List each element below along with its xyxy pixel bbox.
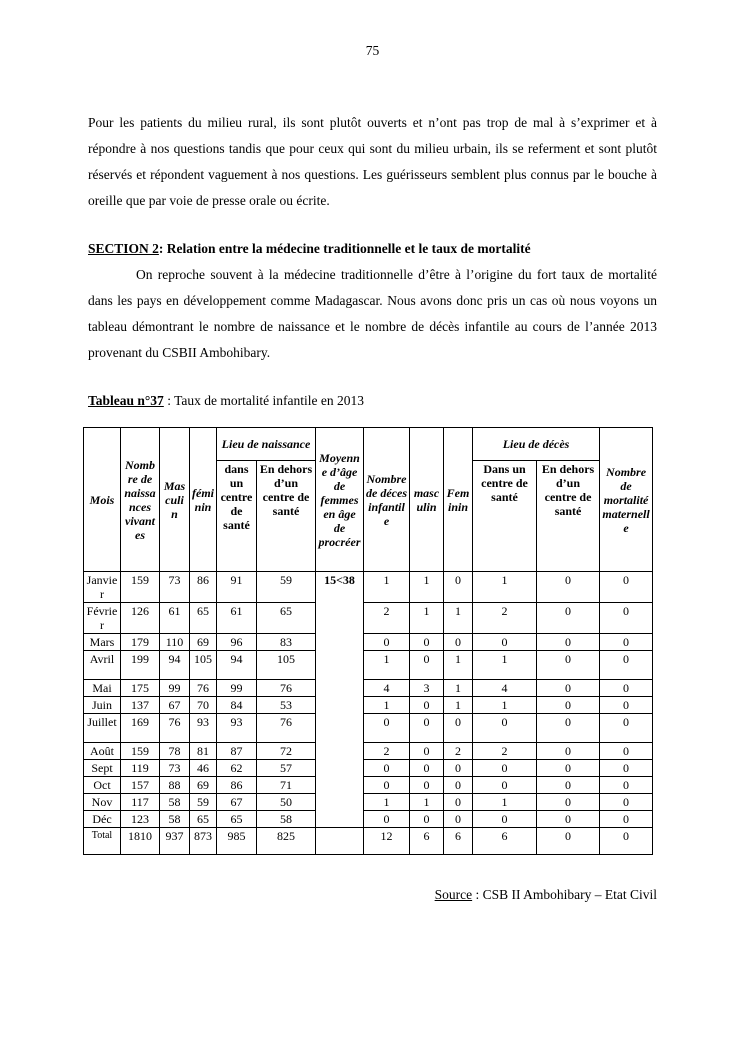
value-cell: 1 bbox=[473, 697, 537, 714]
column-header-dehors-centre-naissance: En dehors d’un centre de santé bbox=[257, 461, 316, 572]
month-cell: Juin bbox=[84, 697, 121, 714]
value-cell: 169 bbox=[121, 714, 160, 743]
value-cell: 105 bbox=[257, 651, 316, 680]
value-cell: 67 bbox=[160, 697, 190, 714]
total-value-cell: 6 bbox=[444, 828, 473, 855]
month-cell: Sept bbox=[84, 760, 121, 777]
value-cell: 123 bbox=[121, 811, 160, 828]
table-header-row-1 bbox=[84, 428, 653, 461]
value-cell: 2 bbox=[364, 743, 410, 760]
column-header-naissances-vivantes: Nombre de naissances vivantes bbox=[121, 428, 160, 572]
value-cell: 57 bbox=[257, 760, 316, 777]
value-cell: 0 bbox=[444, 760, 473, 777]
table-caption bbox=[88, 388, 657, 414]
value-cell: 58 bbox=[257, 811, 316, 828]
value-cell: 1 bbox=[473, 651, 537, 680]
value-cell: 0 bbox=[537, 777, 600, 794]
column-header-deces-infantile: Nombre de déces infantile bbox=[364, 428, 410, 572]
value-cell: 69 bbox=[190, 777, 217, 794]
value-cell: 0 bbox=[444, 811, 473, 828]
page-number: 75 bbox=[365, 43, 380, 58]
table-row bbox=[84, 743, 653, 760]
total-value-cell: 6 bbox=[473, 828, 537, 855]
value-cell: 0 bbox=[473, 714, 537, 743]
total-value-cell: 0 bbox=[600, 828, 653, 855]
month-cell: Nov bbox=[84, 794, 121, 811]
value-cell: 76 bbox=[190, 680, 217, 697]
column-header-dans-centre-naissance: dans un centre de santé bbox=[217, 461, 257, 572]
value-cell: 0 bbox=[537, 714, 600, 743]
source-label: Source bbox=[434, 887, 473, 902]
total-value-cell: 937 bbox=[160, 828, 190, 855]
value-cell: 1 bbox=[364, 697, 410, 714]
value-cell: 2 bbox=[364, 603, 410, 634]
value-cell: 46 bbox=[190, 760, 217, 777]
value-cell: 81 bbox=[190, 743, 217, 760]
total-value-cell: 0 bbox=[537, 828, 600, 855]
value-cell: 0 bbox=[600, 714, 653, 743]
mortality-table bbox=[83, 427, 653, 855]
value-cell: 58 bbox=[160, 794, 190, 811]
total-value-cell: 873 bbox=[190, 828, 217, 855]
value-cell: 84 bbox=[217, 697, 257, 714]
value-cell: 0 bbox=[537, 697, 600, 714]
column-header-feminin-deces: Feminin bbox=[444, 428, 473, 572]
value-cell: 119 bbox=[121, 760, 160, 777]
value-cell: 0 bbox=[600, 760, 653, 777]
value-cell: 0 bbox=[537, 794, 600, 811]
value-cell: 61 bbox=[160, 603, 190, 634]
value-cell: 0 bbox=[473, 777, 537, 794]
value-cell: 94 bbox=[160, 651, 190, 680]
value-cell: 0 bbox=[537, 743, 600, 760]
total-value-cell: 12 bbox=[364, 828, 410, 855]
value-cell: 2 bbox=[444, 743, 473, 760]
value-cell: 76 bbox=[257, 714, 316, 743]
value-cell: 0 bbox=[364, 760, 410, 777]
total-value-cell: 985 bbox=[217, 828, 257, 855]
value-cell: 0 bbox=[410, 811, 444, 828]
value-cell: 0 bbox=[537, 760, 600, 777]
month-cell: Février bbox=[84, 603, 121, 634]
table-row bbox=[84, 811, 653, 828]
value-cell: 71 bbox=[257, 777, 316, 794]
value-cell: 0 bbox=[364, 811, 410, 828]
table-row bbox=[84, 603, 653, 634]
value-cell: 0 bbox=[600, 697, 653, 714]
value-cell: 0 bbox=[600, 794, 653, 811]
value-cell: 0 bbox=[444, 777, 473, 794]
value-cell: 0 bbox=[600, 680, 653, 697]
value-cell: 96 bbox=[217, 634, 257, 651]
value-cell: 0 bbox=[364, 777, 410, 794]
value-cell: 72 bbox=[257, 743, 316, 760]
section-heading-text: : Relation entre la médecine traditionnelle et le taux de mortalité bbox=[158, 241, 531, 256]
value-cell: 99 bbox=[217, 680, 257, 697]
value-cell: 4 bbox=[473, 680, 537, 697]
value-cell: 65 bbox=[190, 811, 217, 828]
value-cell: 105 bbox=[190, 651, 217, 680]
value-cell: 0 bbox=[600, 777, 653, 794]
value-cell: 0 bbox=[444, 634, 473, 651]
value-cell: 61 bbox=[217, 603, 257, 634]
column-header-moyenne-age: Moyenne d’âge de femmes en âge de procréer bbox=[316, 428, 364, 572]
value-cell: 0 bbox=[410, 651, 444, 680]
value-cell: 0 bbox=[600, 811, 653, 828]
table-row bbox=[84, 634, 653, 651]
value-cell: 99 bbox=[160, 680, 190, 697]
section-heading bbox=[88, 236, 657, 262]
value-cell: 67 bbox=[217, 794, 257, 811]
value-cell: 0 bbox=[364, 634, 410, 651]
source-text: : CSB II Ambohibary – Etat Civil bbox=[472, 887, 657, 902]
value-cell: 0 bbox=[537, 811, 600, 828]
value-cell: 62 bbox=[217, 760, 257, 777]
moyenne-age-value-cell: 15<38 bbox=[316, 572, 364, 828]
column-header-masculin-naissance: Masculin bbox=[160, 428, 190, 572]
empty-moyenne-cell bbox=[316, 828, 364, 855]
value-cell: 0 bbox=[537, 680, 600, 697]
value-cell: 93 bbox=[190, 714, 217, 743]
value-cell: 0 bbox=[600, 572, 653, 603]
value-cell: 91 bbox=[217, 572, 257, 603]
month-cell: Déc bbox=[84, 811, 121, 828]
value-cell: 70 bbox=[190, 697, 217, 714]
value-cell: 137 bbox=[121, 697, 160, 714]
value-cell: 0 bbox=[410, 714, 444, 743]
value-cell: 179 bbox=[121, 634, 160, 651]
value-cell: 1 bbox=[410, 572, 444, 603]
group-header-lieu-naissance: Lieu de naissance bbox=[217, 428, 316, 461]
total-label-cell: Total bbox=[84, 828, 121, 855]
value-cell: 0 bbox=[600, 651, 653, 680]
column-header-dans-centre-deces: Dans un centre de santé bbox=[473, 461, 537, 572]
value-cell: 65 bbox=[217, 811, 257, 828]
value-cell: 1 bbox=[364, 794, 410, 811]
value-cell: 0 bbox=[537, 603, 600, 634]
value-cell: 3 bbox=[410, 680, 444, 697]
value-cell: 73 bbox=[160, 572, 190, 603]
month-cell: Mars bbox=[84, 634, 121, 651]
value-cell: 0 bbox=[600, 634, 653, 651]
table-caption-label: Tableau n°37 bbox=[88, 393, 164, 408]
value-cell: 2 bbox=[473, 603, 537, 634]
table-row bbox=[84, 697, 653, 714]
table-row bbox=[84, 651, 653, 680]
total-value-cell: 1810 bbox=[121, 828, 160, 855]
value-cell: 157 bbox=[121, 777, 160, 794]
value-cell: 58 bbox=[160, 811, 190, 828]
value-cell: 0 bbox=[473, 634, 537, 651]
month-cell: Avril bbox=[84, 651, 121, 680]
source-line bbox=[88, 882, 657, 908]
value-cell: 65 bbox=[257, 603, 316, 634]
value-cell: 0 bbox=[410, 760, 444, 777]
column-header-feminin-naissance: féminin bbox=[190, 428, 217, 572]
value-cell: 87 bbox=[217, 743, 257, 760]
month-cell: Mai bbox=[84, 680, 121, 697]
value-cell: 0 bbox=[473, 811, 537, 828]
value-cell: 1 bbox=[444, 651, 473, 680]
value-cell: 0 bbox=[537, 651, 600, 680]
table-row bbox=[84, 572, 653, 603]
table-total-row bbox=[84, 828, 653, 855]
value-cell: 76 bbox=[257, 680, 316, 697]
month-cell: Juillet bbox=[84, 714, 121, 743]
month-cell: Oct bbox=[84, 777, 121, 794]
group-header-lieu-deces: Lieu de décès bbox=[473, 428, 600, 461]
table-body bbox=[84, 572, 653, 855]
value-cell: 117 bbox=[121, 794, 160, 811]
value-cell: 1 bbox=[473, 794, 537, 811]
value-cell: 88 bbox=[160, 777, 190, 794]
value-cell: 65 bbox=[190, 603, 217, 634]
value-cell: 78 bbox=[160, 743, 190, 760]
value-cell: 83 bbox=[257, 634, 316, 651]
value-cell: 1 bbox=[364, 572, 410, 603]
value-cell: 53 bbox=[257, 697, 316, 714]
value-cell: 93 bbox=[217, 714, 257, 743]
value-cell: 0 bbox=[410, 697, 444, 714]
column-header-masculin-deces: masculin bbox=[410, 428, 444, 572]
value-cell: 0 bbox=[444, 794, 473, 811]
value-cell: 1 bbox=[444, 680, 473, 697]
value-cell: 4 bbox=[364, 680, 410, 697]
table-row bbox=[84, 680, 653, 697]
table-row bbox=[84, 794, 653, 811]
value-cell: 199 bbox=[121, 651, 160, 680]
column-header-dehors-centre-deces: En dehors d’un centre de santé bbox=[537, 461, 600, 572]
value-cell: 1 bbox=[444, 603, 473, 634]
value-cell: 0 bbox=[410, 777, 444, 794]
value-cell: 1 bbox=[473, 572, 537, 603]
value-cell: 126 bbox=[121, 603, 160, 634]
value-cell: 110 bbox=[160, 634, 190, 651]
value-cell: 0 bbox=[537, 634, 600, 651]
value-cell: 0 bbox=[364, 714, 410, 743]
value-cell: 1 bbox=[410, 603, 444, 634]
table-caption-text: : Taux de mortalité infantile en 2013 bbox=[163, 393, 364, 408]
month-cell: Janvier bbox=[84, 572, 121, 603]
value-cell: 50 bbox=[257, 794, 316, 811]
total-value-cell: 6 bbox=[410, 828, 444, 855]
value-cell: 0 bbox=[600, 743, 653, 760]
value-cell: 159 bbox=[121, 743, 160, 760]
paragraph-mortalite: On reproche souvent à la médecine traditionnelle d’être à l’origine du fort taux de mortalité dans les pays en développement comme Madagascar. Nous avons donc pris un cas où nous voyons un tableau démontrant le nombre de naissance et le nombre de décès infantile au cours de l’année 2013 provenant du CSBII Ambohibary. bbox=[88, 267, 657, 360]
table-row bbox=[84, 760, 653, 777]
value-cell: 86 bbox=[190, 572, 217, 603]
paragraph-rural-urbain: Pour les patients du milieu rural, ils sont plutôt ouverts et n’ont pas trop de mal à s’exprimer et à répondre à nos questions tandis que pour ceux qui sont du milieu urbain, ils se referment et sont plutôt réservés et répondent vaguement à nos questions. Les guérisseurs semblent plus connus par le bouche à oreille que par voie de presse orale ou écrite. bbox=[88, 115, 657, 208]
value-cell: 175 bbox=[121, 680, 160, 697]
value-cell: 59 bbox=[257, 572, 316, 603]
section-label: SECTION 2 bbox=[88, 241, 159, 256]
value-cell: 2 bbox=[473, 743, 537, 760]
value-cell: 1 bbox=[444, 697, 473, 714]
value-cell: 73 bbox=[160, 760, 190, 777]
value-cell: 69 bbox=[190, 634, 217, 651]
value-cell: 59 bbox=[190, 794, 217, 811]
total-value-cell: 825 bbox=[257, 828, 316, 855]
value-cell: 0 bbox=[444, 714, 473, 743]
table-row bbox=[84, 714, 653, 743]
month-cell: Août bbox=[84, 743, 121, 760]
column-header-mois: Mois bbox=[84, 428, 121, 572]
value-cell: 159 bbox=[121, 572, 160, 603]
value-cell: 0 bbox=[410, 743, 444, 760]
value-cell: 0 bbox=[600, 603, 653, 634]
value-cell: 86 bbox=[217, 777, 257, 794]
value-cell: 94 bbox=[217, 651, 257, 680]
value-cell: 1 bbox=[364, 651, 410, 680]
table-row bbox=[84, 777, 653, 794]
value-cell: 76 bbox=[160, 714, 190, 743]
value-cell: 1 bbox=[410, 794, 444, 811]
value-cell: 0 bbox=[537, 572, 600, 603]
value-cell: 0 bbox=[473, 760, 537, 777]
value-cell: 0 bbox=[410, 634, 444, 651]
column-header-mortalite-maternelle: Nombre de mortalité maternelle bbox=[600, 428, 653, 572]
value-cell: 0 bbox=[444, 572, 473, 603]
